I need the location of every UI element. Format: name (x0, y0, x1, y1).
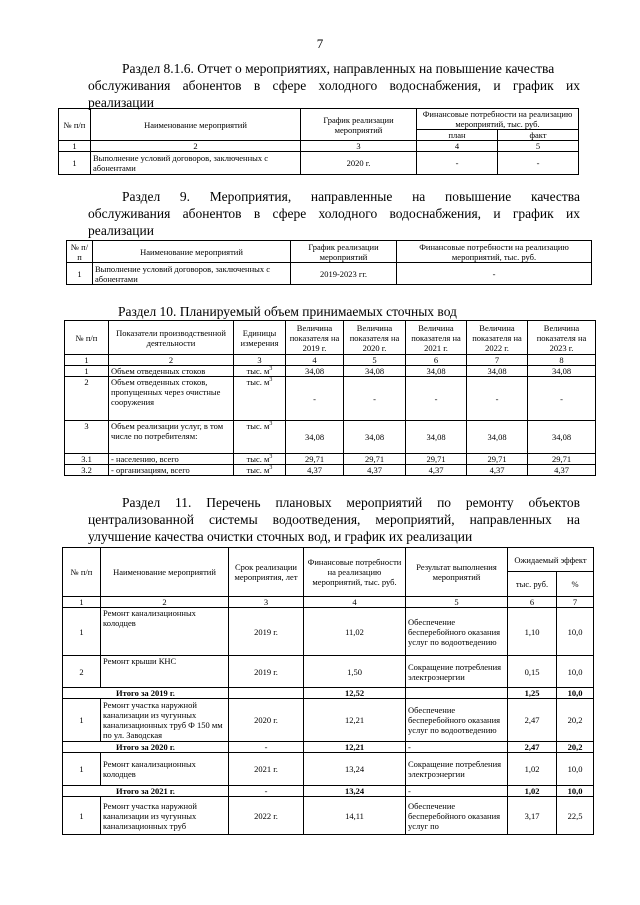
header-num: № п/п (67, 241, 93, 263)
row-rub: 0,15 (508, 656, 557, 688)
total-pct: 10,0 (557, 786, 594, 797)
row-num: 1 (59, 152, 91, 175)
table-9 (66, 240, 592, 285)
table-row (65, 465, 596, 476)
row-name: Выполнение условий договоров, заключенных с абонентами (91, 152, 301, 175)
row-pct: 10,0 (557, 656, 594, 688)
header-unit: Единицы измерения (234, 321, 286, 355)
row-name: - организациям, всего (109, 465, 234, 476)
header-2023: Величина показателя на 2023 г. (528, 321, 596, 355)
row-value: 4,37 (467, 465, 528, 476)
row-value: 4,37 (344, 465, 406, 476)
table-row (63, 797, 594, 835)
header-finance: Финансовые потребности на реализацию мероприятий, тыс. руб. (304, 548, 406, 597)
row-value: 29,71 (286, 454, 344, 465)
index-cell: 2 (101, 597, 229, 608)
row-name: Ремонт крыши КНС (101, 656, 229, 688)
header-rub: тыс. руб. (508, 572, 557, 597)
row-value: 34,08 (467, 421, 528, 454)
total-label: Итого за 2021 г. (63, 786, 229, 797)
row-name: - населению, всего (109, 454, 234, 465)
header-schedule: График реализации мероприятий (301, 109, 417, 141)
row-value: - (406, 377, 467, 421)
section-9-line1: Раздел 9. Мероприятия, направленные на повышение качества (122, 189, 580, 204)
section-9-title (88, 188, 580, 239)
row-num: 1 (63, 797, 101, 835)
index-cell: 4 (304, 597, 406, 608)
total-term (229, 688, 304, 699)
row-num: 1 (67, 263, 93, 285)
section-8-1-6-line1: Раздел 8.1.6. Отчет о мероприятиях, направленных на повышение качества (122, 61, 555, 76)
table-row (63, 608, 594, 656)
total-result: - (406, 786, 508, 797)
header-name: Наименование мероприятий (101, 548, 229, 597)
row-value: 4,37 (406, 465, 467, 476)
row-finance: 12,21 (304, 699, 406, 742)
index-cell: 3 (301, 141, 417, 152)
row-schedule: 2020 г. (301, 152, 417, 175)
row-name: Ремонт канализационных колодцев (101, 753, 229, 786)
index-cell: 7 (467, 355, 528, 366)
total-rub: 2,47 (508, 742, 557, 753)
row-result: Обеспечение бесперебойного оказания услуг по водоотведению (406, 699, 508, 742)
index-cell: 1 (63, 597, 101, 608)
header-plan: план (417, 130, 498, 141)
total-rub: 1,25 (508, 688, 557, 699)
row-term: 2019 г. (229, 656, 304, 688)
row-name: Ремонт участка наружной канализации из чугунных канализационных труб Ф 150 мм по ул. Заводская (101, 699, 229, 742)
row-result: Обеспечение бесперебойного оказания услуг по (406, 797, 508, 835)
row-value: 34,08 (528, 366, 596, 377)
table-row (67, 263, 592, 285)
section-10-title: Раздел 10. Планируемый объем принимаемых сточных вод (118, 304, 457, 319)
index-cell: 6 (508, 597, 557, 608)
total-row (63, 688, 594, 699)
table-row (65, 377, 596, 421)
row-pct: 10,0 (557, 753, 594, 786)
index-cell: 5 (406, 597, 508, 608)
row-term: 2020 г. (229, 699, 304, 742)
row-rub: 1,02 (508, 753, 557, 786)
section-11-title (88, 494, 580, 545)
row-value: - (467, 377, 528, 421)
row-pct: 22,5 (557, 797, 594, 835)
section-8-1-6-title (88, 60, 580, 111)
row-term: 2021 г. (229, 753, 304, 786)
row-value: 34,08 (528, 421, 596, 454)
header-finance: Финансовые потребности на реализацию мероприятий, тыс. руб. (397, 241, 592, 263)
row-name: Объем реализации услуг, в том числе по потребителям: (109, 421, 234, 454)
total-label: Итого за 2020 г. (63, 742, 229, 753)
table-row (59, 152, 579, 175)
header-schedule: График реализации мероприятий (291, 241, 397, 263)
row-unit: тыс. $м^3$ (234, 421, 286, 454)
row-finance: - (397, 263, 592, 285)
page-number: 7 (316, 36, 324, 51)
header-indicator: Показатели производственной деятельности (109, 321, 234, 355)
section-8-1-6-line2: обслуживания абонентов в сфере холодного водоснабжения, и график их (88, 78, 580, 93)
total-row (63, 786, 594, 797)
index-cell: 6 (406, 355, 467, 366)
table-row (65, 366, 596, 377)
header-2022: Величина показателя на 2022 г. (467, 321, 528, 355)
table-row (65, 421, 596, 454)
total-pct: 10,0 (557, 688, 594, 699)
row-fact: - (498, 152, 579, 175)
table-8-1-6 (58, 108, 579, 175)
index-cell: 7 (557, 597, 594, 608)
row-name: Ремонт канализационных колодцев (101, 608, 229, 656)
header-2021: Величина показателя на 2021 г. (406, 321, 467, 355)
row-value: 34,08 (286, 421, 344, 454)
header-effect: Ожидаемый эффект (508, 548, 594, 572)
total-pct: 20,2 (557, 742, 594, 753)
row-pct: 20,2 (557, 699, 594, 742)
section-11-line2: централизованной системы водоотведения, мероприятий, направленных на (88, 512, 580, 527)
row-value: 34,08 (406, 421, 467, 454)
row-rub: 2,47 (508, 699, 557, 742)
total-row (63, 742, 594, 753)
row-num: 2 (63, 656, 101, 688)
row-value: 4,37 (528, 465, 596, 476)
row-schedule: 2019-2023 гг. (291, 263, 397, 285)
section-11-line1: Раздел 11. Перечень плановых мероприятий по ремонту объектов (122, 495, 580, 510)
row-pct: 10,0 (557, 608, 594, 656)
header-fact: факт (498, 130, 579, 141)
table-11 (62, 547, 594, 835)
row-value: 34,08 (344, 421, 406, 454)
header-2020: Величина показателя на 2020 г. (344, 321, 406, 355)
row-value: 29,71 (467, 454, 528, 465)
total-term: - (229, 742, 304, 753)
row-num: 1 (63, 699, 101, 742)
row-value: 29,71 (406, 454, 467, 465)
row-name: Ремонт участка наружной канализации из чугунных канализационных труб (101, 797, 229, 835)
index-cell: 2 (91, 141, 301, 152)
index-cell: 5 (498, 141, 579, 152)
row-num: 3 (65, 421, 109, 454)
row-term: 2022 г. (229, 797, 304, 835)
row-result: Сокращение потребления электроэнергии (406, 753, 508, 786)
header-num: № п/п (65, 321, 109, 355)
total-result (406, 688, 508, 699)
row-plan: - (417, 152, 498, 175)
index-cell: 8 (528, 355, 596, 366)
row-num: 1 (65, 366, 109, 377)
header-num: № п/п (63, 548, 101, 597)
total-finance: 12,52 (304, 688, 406, 699)
row-value: 29,71 (528, 454, 596, 465)
header-result: Результат выполнения мероприятий (406, 548, 508, 597)
total-rub: 1,02 (508, 786, 557, 797)
row-num: 1 (63, 753, 101, 786)
row-finance: 13,24 (304, 753, 406, 786)
header-name: Наименование мероприятий (91, 109, 301, 141)
section-9-line2: обслуживания абонентов в сфере холодного водоснабжения, и график их (88, 206, 580, 221)
row-unit: тыс. $м^3$ (234, 366, 286, 377)
row-value: 29,71 (344, 454, 406, 465)
total-label: Итого за 2019 г. (63, 688, 229, 699)
header-2019: Величина показателя на 2019 г. (286, 321, 344, 355)
row-unit: тыс. $м^3$ (234, 377, 286, 421)
row-value: - (286, 377, 344, 421)
row-value: 34,08 (344, 366, 406, 377)
row-result: Сокращение потребления электроэнергии (406, 656, 508, 688)
row-num: 2 (65, 377, 109, 421)
row-value: - (528, 377, 596, 421)
header-pct: % (557, 572, 594, 597)
table-row (63, 753, 594, 786)
row-value: 4,37 (286, 465, 344, 476)
table-row (63, 699, 594, 742)
row-finance: 11,02 (304, 608, 406, 656)
row-value: 34,08 (406, 366, 467, 377)
index-cell: 3 (229, 597, 304, 608)
header-num: № п/п (59, 109, 91, 141)
section-11-line3: улучшение качества очистки сточных вод, и график их реализации (88, 529, 473, 544)
row-value: - (344, 377, 406, 421)
row-value: 34,08 (467, 366, 528, 377)
row-name: Объем отведенных стоков, пропущенных через очистные сооружения (109, 377, 234, 421)
index-cell: 4 (286, 355, 344, 366)
section-9-line3: реализации (88, 223, 154, 238)
row-finance: 1,50 (304, 656, 406, 688)
table-row (65, 454, 596, 465)
index-cell: 3 (234, 355, 286, 366)
row-unit: тыс. $м^3$ (234, 465, 286, 476)
index-cell: 5 (344, 355, 406, 366)
index-cell: 2 (109, 355, 234, 366)
row-unit: тыс. $м^3$ (234, 454, 286, 465)
total-finance: 13,24 (304, 786, 406, 797)
row-value: 34,08 (286, 366, 344, 377)
table-10 (64, 320, 596, 476)
section-8-1-6-line3: реализации (88, 95, 154, 110)
index-cell: 4 (417, 141, 498, 152)
row-name: Выполнение условий договоров, заключенных с абонентами (93, 263, 291, 285)
row-rub: 3,17 (508, 797, 557, 835)
row-num: 3.2 (65, 465, 109, 476)
row-finance: 14,11 (304, 797, 406, 835)
total-term: - (229, 786, 304, 797)
row-num: 1 (63, 608, 101, 656)
row-term: 2019 г. (229, 608, 304, 656)
header-finance: Финансовые потребности на реализацию мероприятий, тыс. руб. (417, 109, 579, 130)
table-row (63, 656, 594, 688)
index-cell: 1 (65, 355, 109, 366)
row-num: 3.1 (65, 454, 109, 465)
total-result: - (406, 742, 508, 753)
total-finance: 12,21 (304, 742, 406, 753)
row-result: Обеспечение бесперебойного оказания услуг по водоотведению (406, 608, 508, 656)
header-term: Срок реализации мероприятия, лет (229, 548, 304, 597)
index-cell: 1 (59, 141, 91, 152)
row-rub: 1,10 (508, 608, 557, 656)
row-name: Объем отведенных стоков (109, 366, 234, 377)
header-name: Наименование мероприятий (93, 241, 291, 263)
